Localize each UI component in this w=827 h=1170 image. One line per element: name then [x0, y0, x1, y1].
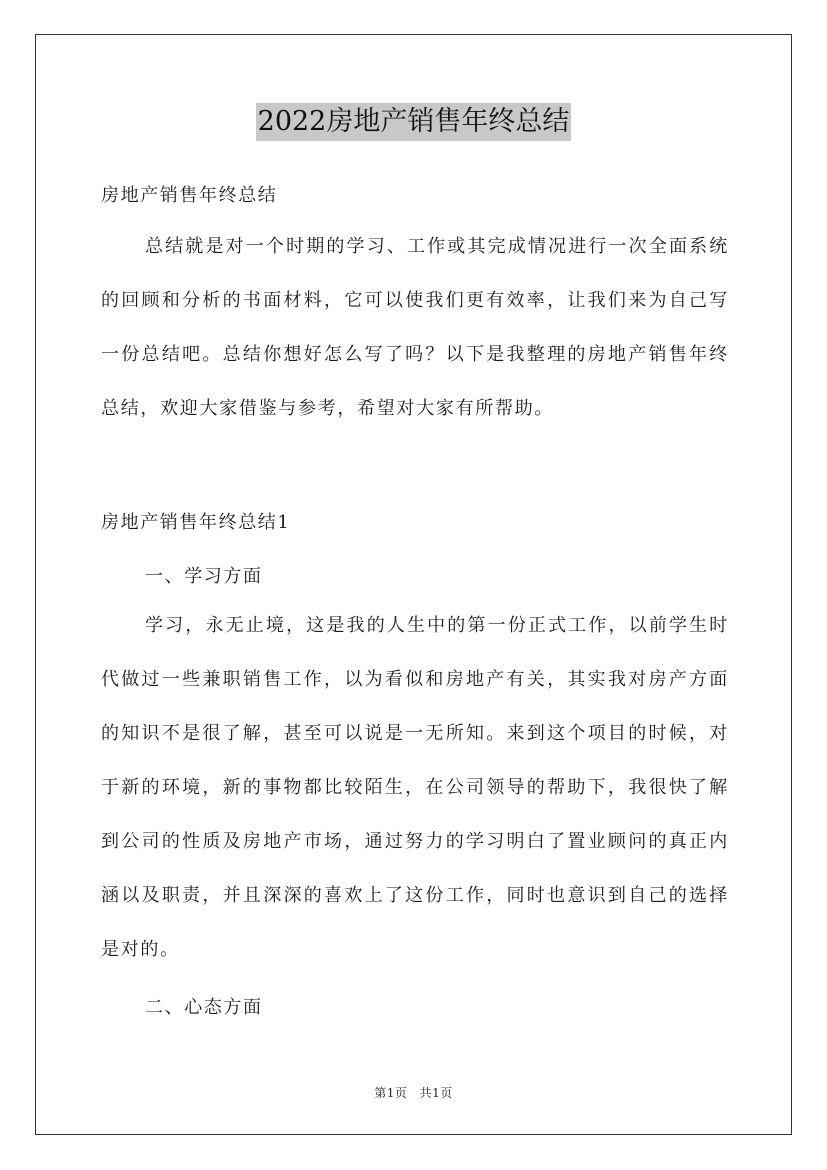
page-footer	[0, 1084, 827, 1101]
document-subtitle: 房地产销售年终总结	[101, 185, 278, 206]
intro-paragraph: 总结就是对一个时期的学习、工作或其完成情况进行一次全面系统的回顾和分析的书面材料，它可以使我们更有效率，让我们来为自己写一份总结吧。总结你想好怎么写了吗？以下是我整理的房地产销售年终总结，欢迎大家借鉴与参考，希望对大家有所帮助。	[101, 236, 729, 419]
section-heading-mindset: 二、心态方面	[145, 997, 263, 1018]
study-paragraph: 学习，永无止境，这是我的人生中的第一份正式工作，以前学生时代做过一些兼职销售工作，以为看似和房地产有关，其实我对房产方面的知识不是很了解，甚至可以说是一无所知。来到这个项目的时候，对于新的环境，新的事物都比较陌生，在公司领导的帮助下，我很快了解到公司的性质及房地产市场，通过努力的学习明白了置业顾问的真正内涵以及职责，并且深深的喜欢上了这份工作，同时也意识到自己的选择是对的。	[101, 615, 729, 960]
document-title: 2022房地产销售年终总结	[256, 103, 572, 141]
title-container	[0, 103, 827, 141]
section-title: 房地产销售年终总结1	[101, 512, 291, 533]
section-heading-study: 一、学习方面	[145, 566, 263, 587]
page-total: 共1页	[419, 1086, 453, 1100]
page-number: 第1页	[374, 1086, 408, 1100]
